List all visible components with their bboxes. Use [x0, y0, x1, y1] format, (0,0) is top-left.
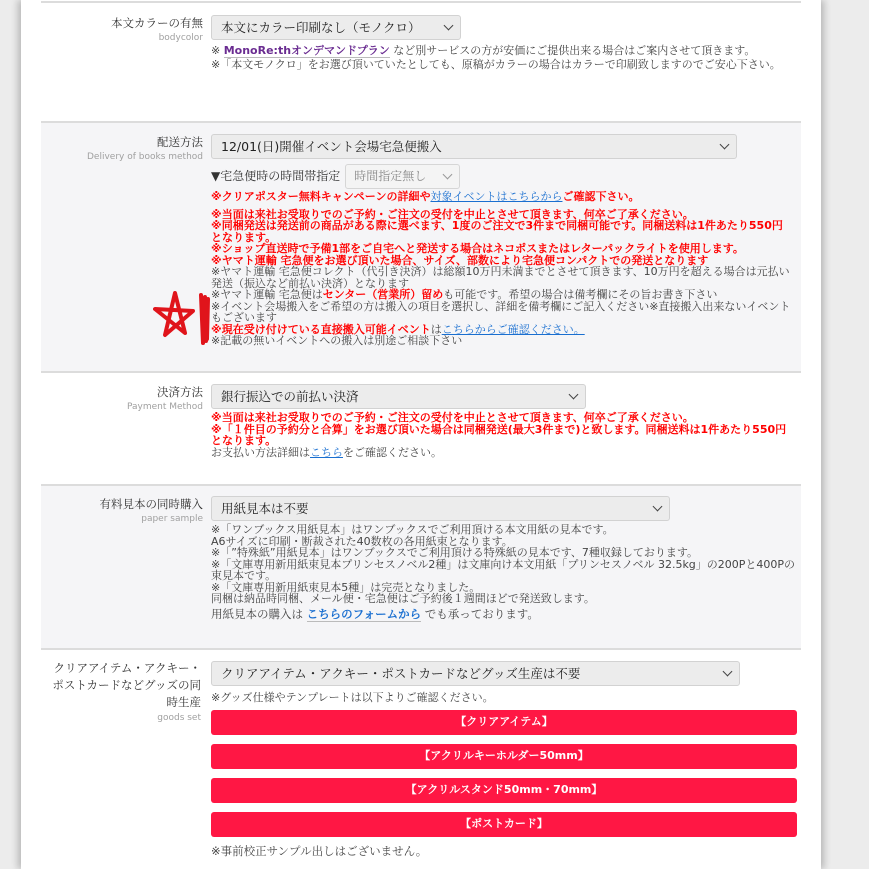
clear-item-button[interactable]: 【クリアアイテム】 — [211, 710, 797, 735]
delivery-label-en: Delivery of books method — [87, 152, 203, 162]
paper-sample-form-link[interactable]: こちらのフォームから — [306, 606, 422, 621]
paper-form-suffix: でも承っております。 — [421, 606, 539, 621]
delivery-selected: 12/01(日)開催イベント会場宅急便搬入 — [221, 138, 442, 154]
monoreth-plan-link[interactable]: MonoRe:thオンデマンドプラン — [223, 44, 390, 57]
delivery-label-text: 配送方法 — [157, 135, 203, 149]
body-color-note-2: ※「本文モノクロ」をお選び頂いていたとしても、原稿がカラーの場合はカラーで印刷致しますのでご安心下さい。 — [211, 57, 781, 71]
chevron-down-icon — [723, 667, 733, 677]
chevron-down-icon — [444, 21, 454, 31]
paper-form-prefix: 用紙見本の購入は — [211, 606, 307, 621]
campaign-suffix: ご確認下さい。 — [562, 190, 640, 203]
campaign-note — [211, 191, 801, 203]
payment-detail — [211, 447, 793, 459]
delivery-note-3: ※イベント会場搬入をご希望の方は搬入の項目を選択し、詳細を備考欄にご記入ください※直接搬入出来ないイベントもございます — [211, 299, 791, 324]
payment-notes — [211, 412, 793, 458]
paper-note-1: ※「ワンブックス用紙見本」はワンブックスでご利用頂ける本文用紙の見本です。 — [211, 523, 614, 536]
payment-detail-prefix: お支払い方法詳細は — [211, 445, 310, 459]
chevron-down-icon — [720, 140, 730, 150]
note2-prefix: ※ヤマト運輸 宅急便は — [211, 288, 323, 301]
row-paper-sample — [41, 484, 801, 648]
acrylic-keyholder-button[interactable]: 【アクリルキーホルダー50mm】 — [211, 744, 797, 769]
row-body-color — [41, 1, 801, 121]
paper-note-6: 同梱は納品時同梱、メール便・宅急便はご予約後１週間ほどで発送致します。 — [211, 592, 595, 605]
delivery-warning-1: ※当面は来社お受取りでのご予約・ご注文の受付を中止とさせて頂きます、何卒ご了承ください。 — [211, 207, 694, 221]
payment-method-select[interactable] — [211, 384, 586, 409]
chevron-down-icon — [569, 390, 579, 400]
paper-sample-selected: 用紙見本は不要 — [221, 500, 309, 516]
delivery-warning-2: ※同梱発送は発送前の商品がある際に選べます、1度のご注文で3件まで同梱可能です。同梱送料は1件あたり550円となります。 — [211, 219, 783, 244]
paper-note-2: A6サイズに印刷・断裁された40数枚の各用紙束となります。 — [211, 534, 513, 548]
direct-event-link[interactable]: こちらからご確認ください。 — [441, 322, 585, 336]
paper-sample-label — [41, 496, 203, 526]
campaign-events-link[interactable]: 対象イベントはこちらから — [430, 190, 563, 203]
delivery-label — [41, 134, 203, 164]
paper-sample-select[interactable] — [211, 496, 670, 521]
note-suffix: など別サービスの方が安価にご提供出来る場合はご案内させて頂きます。 — [389, 44, 756, 57]
paper-form-line — [211, 606, 797, 621]
body-color-content — [211, 15, 801, 70]
paper-sample-label-text: 有料見本の同時購入 — [99, 497, 203, 511]
delivery-content — [211, 134, 801, 347]
payment-warning-2: ※「１件目の予約分と合算」をお選び頂いた場合は同梱発送(最大3件まで)と致します。同梱送料は1件あたり550円となります。 — [211, 422, 787, 447]
center-pickup-text: センター（営業所）留め — [322, 288, 444, 301]
paper-note-3: ※「”特殊紙”用紙見本」はワンブックスでご利用頂ける特殊紙の見本です、7種収録しております。 — [211, 546, 698, 559]
body-color-label-text: 本文カラーの有無 — [111, 16, 203, 30]
paper-note-5: ※「文庫専用新用紙束見本5種」は完売となりました。 — [211, 580, 481, 594]
order-form-page — [21, 0, 821, 869]
goods-label — [41, 660, 201, 725]
paper-note-4: ※「文庫専用新用紙束見本プリンセスノベル2種」は文庫向け本文用紙「プリンセスノベル 32.5kg」の200Pと400Pの束見本です。 — [211, 557, 796, 582]
acrylic-stand-button[interactable]: 【アクリルスタンド50mm・70mm】 — [211, 778, 797, 803]
direct-event-mid: は — [430, 322, 442, 336]
delivery-warning-4: ※ヤマト運輸 宅急便をお選び頂いた場合、サイズ、部数により宅急便コンパクトでの発送となります — [211, 253, 709, 267]
payment-label-en: Payment Method — [126, 402, 203, 412]
body-color-note-1 — [211, 45, 789, 57]
chevron-down-icon — [653, 502, 663, 512]
delivery-note-1: ※ヤマト運輸 宅急便コレクト（代引き決済）は総額10万円未満までとさせて頂きます、10万円を超える場合は元払い発送（振込など前払い決済）となります — [211, 265, 790, 290]
goods-footer-note: ※事前校正サンプル出しはございません。 — [211, 843, 428, 858]
delivery-note-4: ※記載の無いイベントへの搬入は別途ご相談下さい — [211, 334, 463, 347]
payment-label-text: 決済方法 — [157, 385, 203, 399]
body-color-selected: 本文にカラー印刷なし（モノクロ） — [221, 19, 421, 35]
delivery-note-2 — [211, 289, 793, 301]
goods-note: ※グッズ仕様やテンプレートは以下よりご確認ください。 — [211, 691, 494, 704]
payment-warning-1: ※当面は来社お受取りでのご予約・ご注文の受付を中止とさせて頂きます、何卒ご了承ください。 — [211, 411, 694, 424]
time-slot-label: ▼宅急便時の時間帯指定 — [211, 168, 341, 183]
delivery-warning-3: ※ショップ直送時で予備1部をご自宅へと発送する場合はネコポスまたはレターパックライトを使用します。 — [211, 242, 744, 255]
row-payment — [41, 371, 801, 484]
goods-select[interactable] — [211, 661, 740, 686]
payment-detail-suffix: をご確認ください。 — [343, 445, 442, 459]
time-slot-select[interactable] — [345, 164, 460, 189]
paper-sample-label-en: paper sample — [141, 514, 203, 524]
paper-sample-content — [211, 496, 801, 620]
row-goods — [41, 648, 801, 869]
goods-label-text: クリアアイテム・アクキー・ポストカードなどグッズの同時生産 — [52, 661, 201, 709]
note-prefix: ※ — [211, 44, 224, 57]
goods-content — [211, 661, 801, 857]
time-slot-selected: 時間指定無し — [354, 168, 427, 183]
payment-selected: 銀行振込での前払い決済 — [221, 388, 359, 404]
postcard-button[interactable]: 【ポストカード】 — [211, 812, 797, 837]
time-slot-row — [211, 164, 801, 189]
row-delivery — [41, 121, 801, 371]
body-color-label-en: bodycolor — [158, 33, 203, 43]
direct-event-red: ※現在受け付けている直接搬入可能イベント — [211, 322, 431, 336]
goods-selected: クリアアイテム・アクキー・ポストカードなどグッズ生産は不要 — [221, 665, 581, 681]
note2-suffix: も可能です。希望の場合は備考欄にその旨お書き下さい — [443, 288, 718, 301]
campaign-prefix: ※クリアポスター無料キャンペーンの詳細や — [211, 190, 431, 203]
payment-detail-link[interactable]: こちら — [310, 445, 343, 459]
chevron-down-icon — [443, 170, 453, 180]
red-star-annotation-icon — [153, 285, 233, 345]
payment-label — [41, 384, 203, 414]
body-color-select[interactable] — [211, 15, 461, 40]
body-color-label — [41, 15, 203, 45]
goods-label-en: goods set — [157, 713, 201, 723]
delivery-notes — [211, 209, 793, 347]
delivery-method-select[interactable] — [211, 134, 737, 159]
payment-content — [211, 384, 801, 458]
paper-sample-notes — [211, 524, 797, 620]
